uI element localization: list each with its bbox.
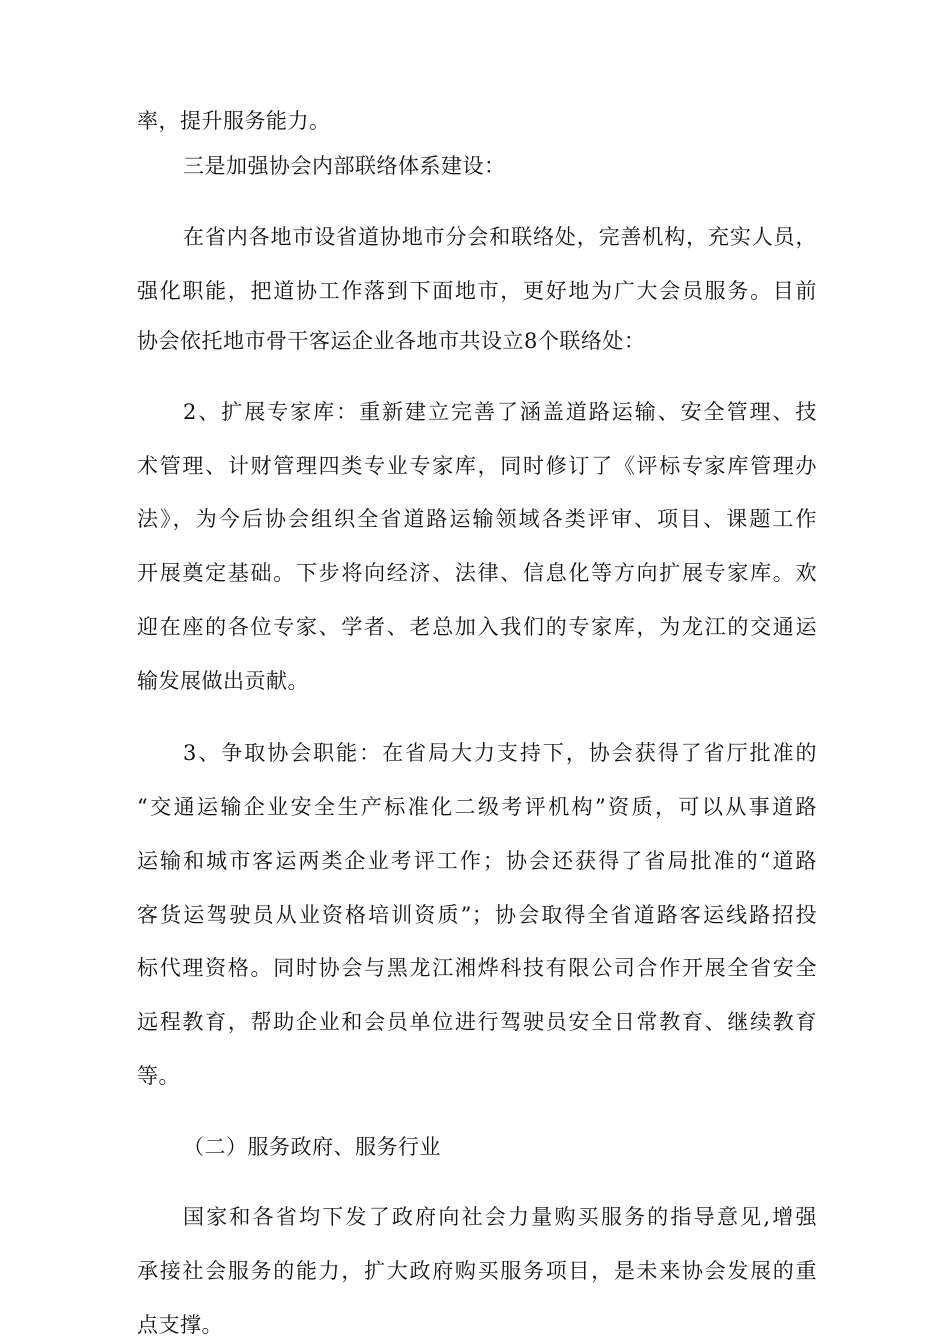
text-line: 2、扩展专家库：重新建立完善了涵盖道路运输、安全管理、技 [183, 400, 817, 424]
text-line: “交通运输企业安全生产标准化二级考评机构”资质，可以从事道路 [137, 795, 817, 819]
section-heading: （二）服务政府、服务行业 [183, 1135, 441, 1159]
text-line: 开展奠定基础。下步将向经济、法律、信息化等方向扩展专家库。欢 [137, 561, 817, 585]
text-line: 标代理资格。同时协会与黑龙江湘烨科技有限公司合作开展全省安全 [137, 956, 817, 980]
text-line: 运输和城市客运两类企业考评工作；协会还获得了省局批准的“道路 [137, 849, 817, 873]
text-line: 在省内各地市设省道协地市分会和联络处，完善机构，充实人员， [183, 225, 817, 249]
text-line: 术管理、计财管理四类专业专家库，同时修订了《评标专家库管理办 [137, 454, 817, 478]
text-line: 三是加强协会内部联络体系建设： [183, 154, 506, 178]
text-line: 点支撑。 [137, 1313, 223, 1337]
text-line: 协会依托地市骨干客运企业各地市共设立8个联络处： [137, 329, 646, 353]
text-line: 法》，为今后协会组织全省道路运输领域各类评审、项目、课题工作 [137, 507, 817, 531]
text-line: 3、争取协会职能：在省局大力支持下，协会获得了省厅批准的 [183, 741, 817, 765]
text-line: 远程教育，帮助企业和会员单位进行驾驶员安全日常教育、继续教育 [137, 1010, 817, 1034]
text-line: 国家和各省均下发了政府向社会力量购买服务的指导意见,增强 [183, 1205, 817, 1229]
text-line: 承接社会服务的能力，扩大政府购买服务项目，是未来协会发展的重 [137, 1259, 817, 1283]
text-line: 客货运驾驶员从业资格培训资质”；协会取得全省道路客运线路招投 [137, 903, 817, 927]
text-line: 率，提升服务能力。 [137, 109, 331, 133]
text-line: 强化职能，把道协工作落到下面地市，更好地为广大会员服务。目前 [137, 279, 817, 303]
text-line: 等。 [137, 1064, 180, 1088]
text-line: 输发展做出贡献。 [137, 669, 309, 693]
text-line: 迎在座的各位专家、学者、老总加入我们的专家库，为龙江的交通运 [137, 615, 817, 639]
